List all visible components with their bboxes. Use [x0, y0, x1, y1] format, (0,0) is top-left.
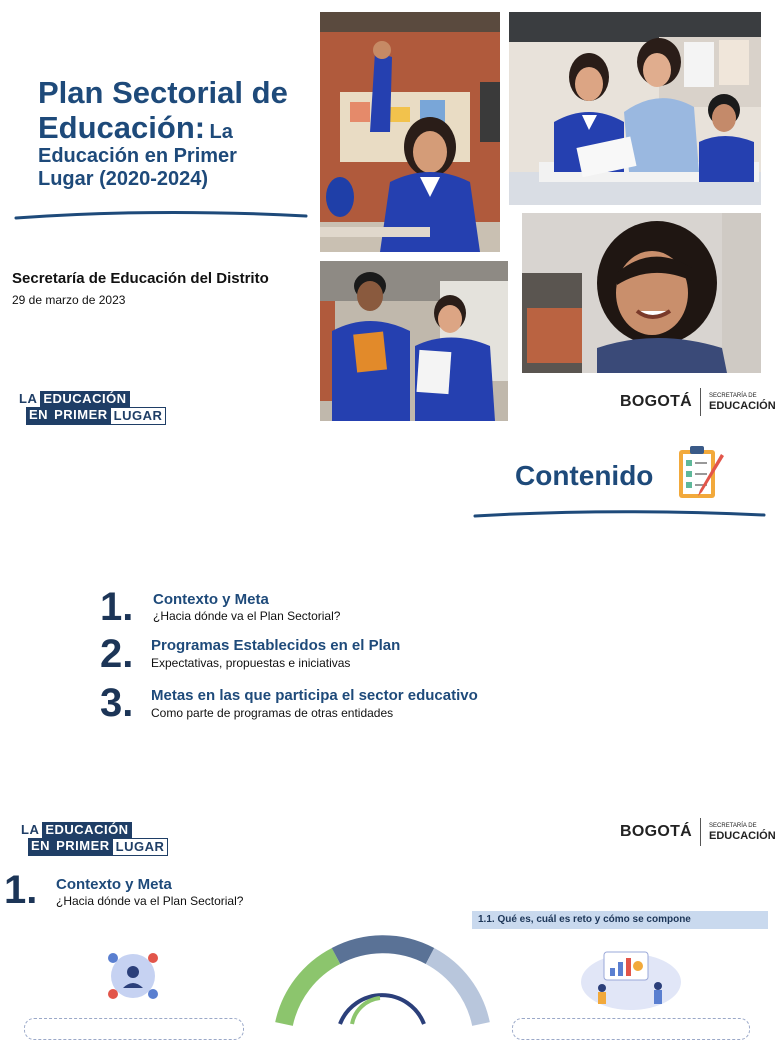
educacion-primer-lugar-logo: LA EDUCACIÓN EN PRIMER LUGAR	[16, 391, 166, 425]
item-2-subtitle: Expectativas, propuestas e iniciativas	[151, 656, 351, 670]
photo-student-raising-hand	[320, 12, 500, 252]
item-1-subtitle: ¿Hacia dónde va el Plan Sectorial?	[153, 609, 341, 623]
date-label: 29 de marzo de 2023	[12, 293, 126, 307]
item-1-title: Contexto y Meta	[153, 591, 269, 608]
title-line-1: Plan Sectorial de	[38, 75, 288, 110]
item-1-number: 1.	[100, 585, 134, 629]
people-network-icon	[104, 948, 162, 1004]
item-3-subtitle: Como parte de programas de otras entidades	[151, 706, 394, 720]
photo-teacher-with-students	[509, 12, 761, 205]
photo-smiling-girl	[522, 213, 761, 373]
title-line-2: Educación:	[38, 109, 206, 145]
secretaria-label: Secretaría de Educación del Distrito	[12, 270, 269, 287]
subsection-bar: 1.1. Qué es, cuál es reto y cómo se compone	[472, 911, 768, 929]
contenido-swoosh	[472, 506, 768, 524]
bogota-wordmark: BOGOTÁ	[620, 823, 693, 840]
secretaria-wordmark: SECRETARÍA DE EDUCACIÓN	[709, 392, 776, 412]
secretaria-wordmark: SECRETARÍA DE EDUCACIÓN	[709, 822, 776, 842]
item-3-number: 3.	[100, 681, 134, 725]
dashed-box-left	[24, 1018, 244, 1040]
title-line-3: Educación en Primer	[38, 145, 237, 168]
dashboard-people-icon	[578, 946, 684, 1012]
title-line-2b: La	[209, 120, 233, 143]
title-line-4: Lugar (2020-2024)	[38, 167, 209, 190]
contenido-title: Contenido	[515, 460, 654, 491]
dashed-box-right	[512, 1018, 750, 1040]
title-swoosh	[14, 208, 309, 224]
bogota-secretaria-logo-2	[620, 818, 776, 846]
section-number: 1.	[4, 868, 38, 912]
educacion-primer-lugar-logo-2: LA EDUCACIÓN EN PRIMER LUGAR	[18, 822, 168, 856]
bogota-wordmark: BOGOTÁ	[620, 393, 693, 410]
item-2-title: Programas Establecidos en el Plan	[151, 637, 401, 654]
clipboard-icon	[676, 444, 728, 502]
item-3-title: Metas en las que participa el sector educativo	[151, 687, 478, 704]
section-title: Contexto y Meta	[56, 876, 172, 893]
bogota-secretaria-logo	[620, 388, 776, 416]
cover-title	[38, 76, 308, 190]
section-subtitle: ¿Hacia dónde va el Plan Sectorial?	[56, 894, 244, 908]
photo-students-holding-books	[320, 261, 508, 421]
item-2-number: 2.	[100, 632, 134, 676]
circle-diagram	[280, 948, 485, 1024]
